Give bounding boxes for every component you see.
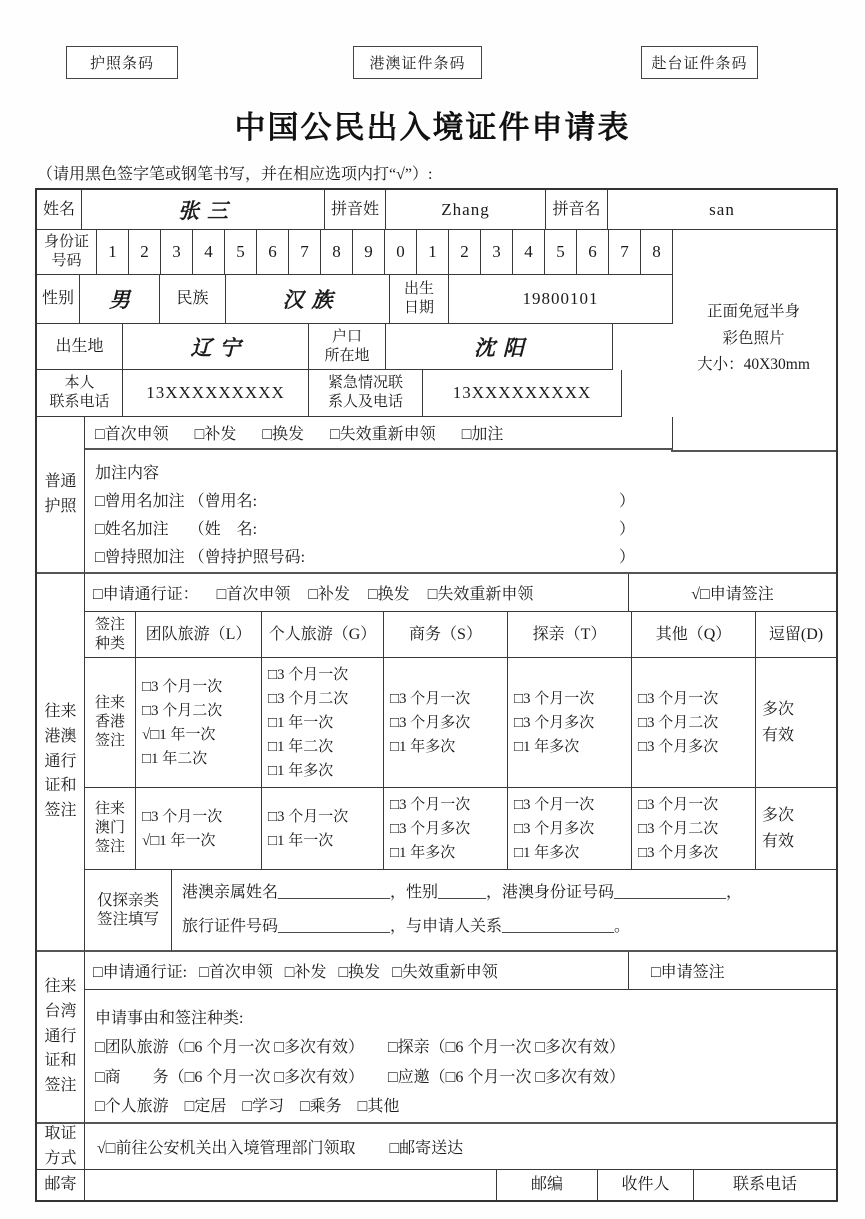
hk-macau-permit-header-row: [85, 574, 836, 612]
relative-info-blank-line[interactable]: 港澳亲属姓名______________，性别______，港澳身份证号码______________，: [182, 883, 743, 901]
macau-option[interactable]: □3 个月二次: [638, 820, 719, 837]
postcode-label: 邮编: [497, 1170, 598, 1200]
hk-option[interactable]: □1 年多次: [514, 738, 580, 755]
hk-macau-barcode-label: 港澳证件条码: [369, 56, 466, 72]
hkm-expired-reapply-checkbox[interactable]: □失效重新申领: [427, 586, 534, 603]
name-row: [37, 190, 836, 230]
hk-family-visit-options: [508, 658, 632, 788]
photo-note-line: 大小：40X30mm: [697, 356, 810, 374]
mail-phone-label: 联系电话: [732, 1176, 797, 1193]
mail-address-cell[interactable]: [85, 1170, 497, 1200]
endorsement-type-header-row: [85, 612, 836, 658]
hk-option[interactable]: □3 个月一次: [268, 666, 349, 683]
birthplace-label: 出生地: [37, 324, 123, 370]
hk-option[interactable]: □1 年二次: [142, 750, 208, 767]
emergency-contact-label: 紧急情况联 系人及电话: [309, 370, 423, 417]
birthplace-row: [37, 324, 836, 370]
col-header-stay: 逗留(D): [756, 612, 836, 658]
ordinary-passport-section: [37, 417, 836, 574]
pickup-in-person-checkbox[interactable]: √□前往公安机关出入境管理部门领取: [97, 1140, 356, 1157]
hk-option[interactable]: □3 个月多次: [514, 714, 595, 731]
travel-doc-blank-line[interactable]: 旅行证件号码______________，与申请人关系______________。: [182, 918, 631, 935]
family-visit-fill-label: 仅探亲类 签注填写: [85, 870, 172, 952]
gender-label: 性别: [37, 275, 80, 324]
application-form-table: [35, 188, 838, 1202]
hk-option[interactable]: □3 个月二次: [638, 714, 719, 731]
passport-first-issue-checkbox[interactable]: □首次申领: [95, 426, 169, 443]
tw-reissue-checkbox[interactable]: □补发: [284, 963, 327, 981]
tw-apply-permit-checkbox[interactable]: □申请通行证:: [93, 963, 188, 981]
hk-option[interactable]: □3 个月一次: [390, 690, 471, 707]
pickup-mail-checkbox[interactable]: □邮寄送达: [389, 1140, 464, 1157]
hk-option[interactable]: □3 个月一次: [142, 678, 223, 695]
hkm-first-issue-checkbox[interactable]: □首次申领: [216, 586, 291, 603]
id-digit-cells: [97, 230, 673, 275]
hkm-apply-endorsement-checkbox[interactable]: √□申请签注: [629, 574, 836, 612]
macau-option[interactable]: □3 个月多次: [390, 820, 471, 837]
taiwan-reason-title: 申请事由和签注种类:: [95, 1009, 244, 1027]
pinyin-given-label: 拼音名: [546, 190, 608, 230]
hk-macau-section-label: 往来 港澳 通行 证和 签注: [37, 574, 85, 952]
id-digit-cell[interactable]: 4: [513, 230, 545, 275]
passport-barcode-box: [66, 46, 178, 79]
photo-area-spacer: [673, 230, 836, 275]
taiwan-reason-line[interactable]: □商 务（□6 个月一次 □多次有效） □应邀（□6 个月一次 □多次有效）: [95, 1068, 625, 1086]
mail-row: [37, 1170, 836, 1200]
pinyin-surname-label: 拼音姓: [325, 190, 386, 230]
macau-endorsement-label: 往来 澳门 签注: [85, 788, 136, 870]
mail-label: 邮寄: [37, 1170, 85, 1200]
photo-area-spacer: [673, 417, 836, 450]
passport-type-options: [85, 417, 673, 450]
tw-expired-reapply-checkbox[interactable]: □失效重新申领: [392, 963, 498, 981]
gender-value[interactable]: 男: [80, 275, 160, 324]
pickup-method-label: 取证 方式: [37, 1124, 85, 1170]
hkm-apply-permit-checkbox[interactable]: □申请通行证：: [93, 586, 199, 603]
macau-stay-cell: 多次 有效: [756, 788, 836, 870]
id-digit-cell[interactable]: 6: [577, 230, 609, 275]
id-digit-cell[interactable]: 6: [257, 230, 289, 275]
hk-option[interactable]: □1 年二次: [268, 738, 334, 755]
annotation-title: 加注内容: [95, 465, 160, 482]
macau-other-options: [632, 788, 756, 870]
macau-option[interactable]: □3 个月一次: [142, 808, 223, 825]
passport-expired-reapply-checkbox[interactable]: □失效重新申领: [330, 426, 436, 443]
hk-endorsement-label: 往来 香港 签注: [85, 658, 136, 788]
id-digit-cell[interactable]: 2: [449, 230, 481, 275]
pinyin-given-value[interactable]: san: [608, 190, 836, 230]
name-annotation-checkbox[interactable]: □姓名加注 （姓 名:: [95, 521, 258, 538]
id-digit-cell[interactable]: 8: [641, 230, 673, 275]
hk-option[interactable]: □3 个月二次: [142, 702, 223, 719]
name-label: 姓名: [37, 190, 82, 230]
ethnic-value[interactable]: 汉族: [226, 275, 390, 324]
phone-row: [37, 370, 836, 417]
hk-option[interactable]: □1 年多次: [390, 738, 456, 755]
family-visit-fill-row: [85, 870, 836, 952]
id-digit-cell[interactable]: 0: [385, 230, 417, 275]
paren-close: ）: [618, 549, 635, 566]
hk-macau-section: [37, 574, 836, 952]
id-digit-cell[interactable]: 9: [353, 230, 385, 275]
name-value[interactable]: 张三: [82, 190, 325, 230]
id-digit-cell[interactable]: 5: [225, 230, 257, 275]
hk-option[interactable]: □1 年一次: [268, 714, 334, 731]
macau-option[interactable]: □1 年多次: [390, 844, 456, 861]
photo-note-line: 正面免冠半身: [706, 303, 800, 321]
tw-renewal-checkbox[interactable]: □换发: [338, 963, 381, 981]
taiwan-section: [37, 952, 836, 1124]
former-passport-annotation-checkbox[interactable]: □曾持照加注 （曾持护照号码:: [95, 549, 306, 566]
passport-type-row: [85, 417, 836, 450]
passport-barcode-label: 护照条码: [89, 56, 154, 72]
hk-group-tour-options: [136, 658, 262, 788]
id-digit-cell[interactable]: 3: [481, 230, 513, 275]
recipient-label: 收件人: [598, 1170, 694, 1200]
gender-row: [37, 275, 836, 324]
macau-option[interactable]: □3 个月一次: [268, 808, 349, 825]
hk-other-options: [632, 658, 756, 788]
hk-stay-cell: 多次 有效: [756, 658, 836, 788]
id-digit-cell[interactable]: 7: [289, 230, 321, 275]
id-digit-cell[interactable]: 8: [321, 230, 353, 275]
col-header-individual-tour: 个人旅游（G）: [262, 612, 384, 658]
macau-option[interactable]: □3 个月一次: [638, 796, 719, 813]
ethnic-label: 民族: [160, 275, 226, 324]
fill-instruction: （请用黑色签字笔或钢笔书写，并在相应选项内打“√”）:: [37, 166, 433, 183]
macau-business-options: [384, 788, 508, 870]
taiwan-reason-line[interactable]: □个人旅游 □定居 □学习 □乘务 □其他: [95, 1098, 400, 1116]
id-digit-cell[interactable]: 1: [97, 230, 129, 275]
taiwan-reason-line[interactable]: □团队旅游（□6 个月一次 □多次有效） □探亲（□6 个月一次 □多次有效）: [95, 1039, 625, 1057]
passport-reissue-checkbox[interactable]: □补发: [194, 426, 237, 443]
macau-option-checked[interactable]: √□1 年一次: [142, 832, 216, 849]
paren-close: ）: [618, 521, 635, 538]
taiwan-barcode-label: 赴台证件条码: [651, 56, 748, 72]
id-digit-cell[interactable]: 2: [129, 230, 161, 275]
macau-option[interactable]: □3 个月多次: [514, 820, 595, 837]
macau-option[interactable]: □3 个月多次: [638, 844, 719, 861]
phone-label: 本人 联系电话: [37, 370, 123, 417]
id-digit-cell[interactable]: 4: [193, 230, 225, 275]
page-title: 中国公民出入境证件申请表: [234, 110, 631, 145]
birthdate-value[interactable]: 19800101: [449, 275, 673, 324]
id-digit-cell[interactable]: 3: [161, 230, 193, 275]
birthdate-label: 出生 日期: [390, 275, 449, 324]
taiwan-section-label: 往来 台湾 通行 证和 签注: [37, 952, 85, 1124]
macau-option[interactable]: □1 年多次: [514, 844, 580, 861]
emergency-phone-value[interactable]: 13XXXXXXXXX: [423, 370, 622, 417]
taiwan-reason-cell: [85, 990, 836, 1124]
paren-close: ）: [618, 493, 635, 510]
taiwan-permit-options: [85, 952, 629, 990]
hk-option-checked[interactable]: √□1 年一次: [142, 726, 216, 743]
passport-annotation-checkbox[interactable]: □加注: [461, 426, 504, 443]
tw-first-issue-checkbox[interactable]: □首次申领: [199, 963, 273, 981]
photo-area-spacer: [613, 324, 836, 370]
hk-option[interactable]: □3 个月一次: [638, 690, 719, 707]
hk-business-options: [384, 658, 508, 788]
col-header-business: 商务（S）: [384, 612, 508, 658]
id-number-row: [37, 230, 836, 275]
macau-option[interactable]: □3 个月一次: [514, 796, 595, 813]
col-header-group-tour: 团队旅游（L）: [136, 612, 262, 658]
birthplace-value[interactable]: 辽宁: [123, 324, 309, 370]
hk-option[interactable]: □3 个月多次: [390, 714, 471, 731]
id-digit-cell[interactable]: 5: [545, 230, 577, 275]
pinyin-surname-value[interactable]: Zhang: [386, 190, 546, 230]
tw-apply-endorsement-checkbox[interactable]: □申请签注: [629, 952, 836, 990]
phone-value[interactable]: 13XXXXXXXXX: [123, 370, 309, 417]
macau-group-tour-options: [136, 788, 262, 870]
hk-macau-permit-options: [85, 574, 629, 612]
hk-macau-barcode-box: [353, 46, 482, 79]
hk-option[interactable]: □3 个月一次: [514, 690, 595, 707]
hk-option[interactable]: □3 个月多次: [638, 738, 719, 755]
col-header-other: 其他（Q）: [632, 612, 756, 658]
hkm-reissue-checkbox[interactable]: □补发: [308, 586, 351, 603]
passport-renewal-checkbox[interactable]: □换发: [262, 426, 305, 443]
residence-label: 户口 所在地: [309, 324, 386, 370]
hk-individual-tour-options: [262, 658, 384, 788]
annotation-content-cell: [85, 450, 836, 574]
id-digit-cell[interactable]: 1: [417, 230, 449, 275]
endorsement-type-label: 签注 种类: [85, 612, 136, 658]
macau-family-visit-options: [508, 788, 632, 870]
photo-area-spacer: [673, 275, 836, 324]
hk-option[interactable]: □3 个月二次: [268, 690, 349, 707]
former-name-annotation-checkbox[interactable]: □曾用名加注 （曾用名:: [95, 493, 258, 510]
residence-value[interactable]: 沈阳: [386, 324, 613, 370]
macau-endorsement-row: [85, 788, 836, 870]
family-visit-fill-content: [172, 870, 836, 952]
pickup-method-row: [37, 1124, 836, 1170]
taiwan-permit-header-row: [85, 952, 836, 990]
hk-option[interactable]: □1 年多次: [268, 762, 334, 779]
macau-option[interactable]: □3 个月一次: [390, 796, 471, 813]
pickup-options: [85, 1124, 836, 1170]
macau-option[interactable]: □1 年一次: [268, 832, 334, 849]
macau-individual-tour-options: [262, 788, 384, 870]
taiwan-barcode-box: [641, 46, 758, 79]
hk-endorsement-row: [85, 658, 836, 788]
photo-note-line: 彩色照片: [722, 329, 785, 347]
id-digit-cell[interactable]: 7: [609, 230, 641, 275]
col-header-family-visit: 探亲（T）: [508, 612, 632, 658]
hkm-renewal-checkbox[interactable]: □换发: [368, 586, 410, 603]
photo-area-spacer: [622, 370, 836, 417]
id-number-label: 身份证 号码: [37, 230, 97, 275]
ordinary-passport-section-label: 普通 护照: [37, 417, 85, 574]
